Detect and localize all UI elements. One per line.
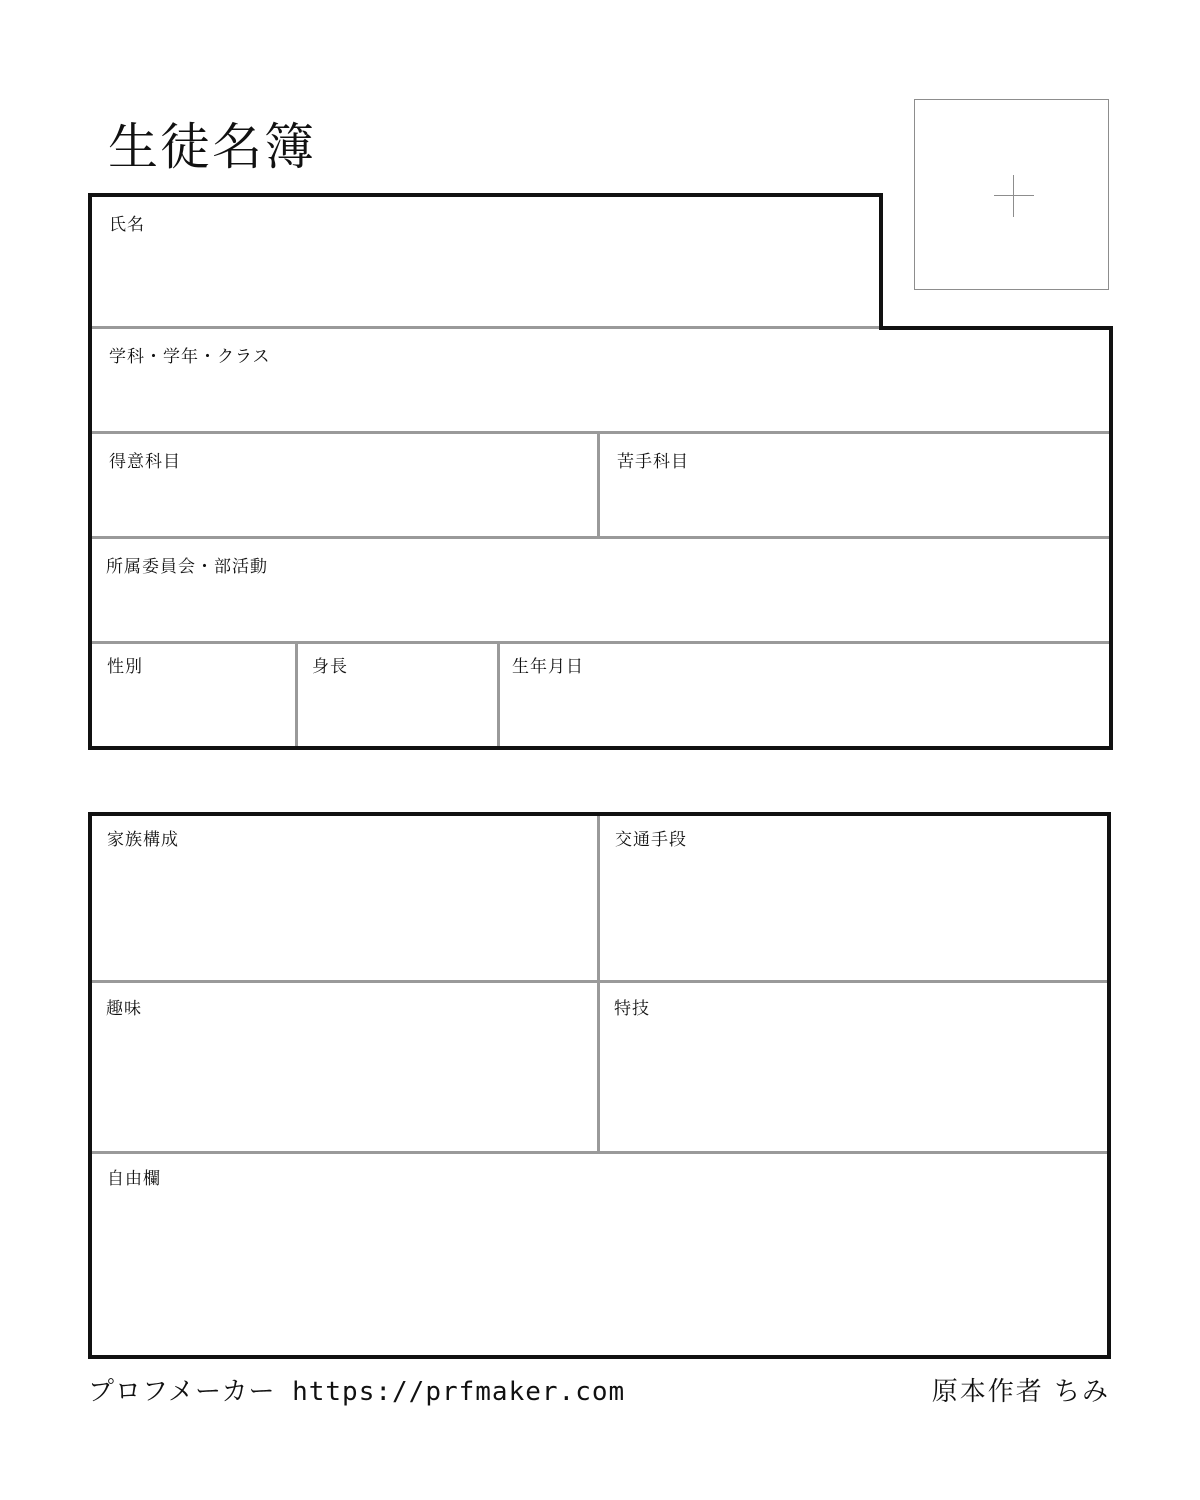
gender-field[interactable]	[92, 644, 295, 746]
transport-field[interactable]	[600, 816, 1107, 980]
birthday-label: 生年月日	[512, 657, 584, 677]
class-label: 学科・学年・クラス	[109, 347, 271, 367]
page-title: 生徒名簿	[108, 118, 316, 176]
weak-subject-field[interactable]	[600, 434, 1109, 536]
good-subject-label: 得意科目	[109, 452, 181, 472]
height-field[interactable]	[298, 644, 497, 746]
form2-border-bottom	[88, 1355, 1111, 1359]
free-label: 自由欄	[107, 1169, 161, 1189]
name-label: 氏名	[109, 215, 145, 235]
weak-subject-label: 苦手科目	[617, 452, 689, 472]
transport-label: 交通手段	[615, 830, 687, 850]
family-field[interactable]	[92, 816, 597, 980]
footer-author-credit: 原本作者 ちみ	[931, 1377, 1110, 1407]
form-border-bottom	[88, 746, 1113, 750]
photo-upload-box[interactable]	[914, 99, 1109, 290]
good-subject-field[interactable]	[92, 434, 597, 536]
class-field[interactable]	[92, 329, 1109, 431]
free-field[interactable]	[92, 1154, 1107, 1355]
footer-site-credit: プロフメーカー https://prfmaker.com	[88, 1377, 626, 1407]
family-label: 家族構成	[107, 830, 179, 850]
height-label: 身長	[312, 657, 348, 677]
form-border-name-right	[879, 193, 883, 329]
club-label: 所属委員会・部活動	[106, 557, 268, 577]
gender-label: 性別	[107, 657, 143, 677]
name-field[interactable]	[92, 197, 879, 326]
form-border-right	[1109, 326, 1113, 750]
hobby-label: 趣味	[106, 999, 142, 1019]
skill-label: 特技	[614, 999, 650, 1019]
skill-field[interactable]	[600, 983, 1107, 1151]
club-field[interactable]	[92, 539, 1109, 641]
hobby-field[interactable]	[92, 983, 597, 1151]
birthday-field[interactable]	[500, 644, 1109, 746]
form2-border-right	[1107, 812, 1111, 1359]
